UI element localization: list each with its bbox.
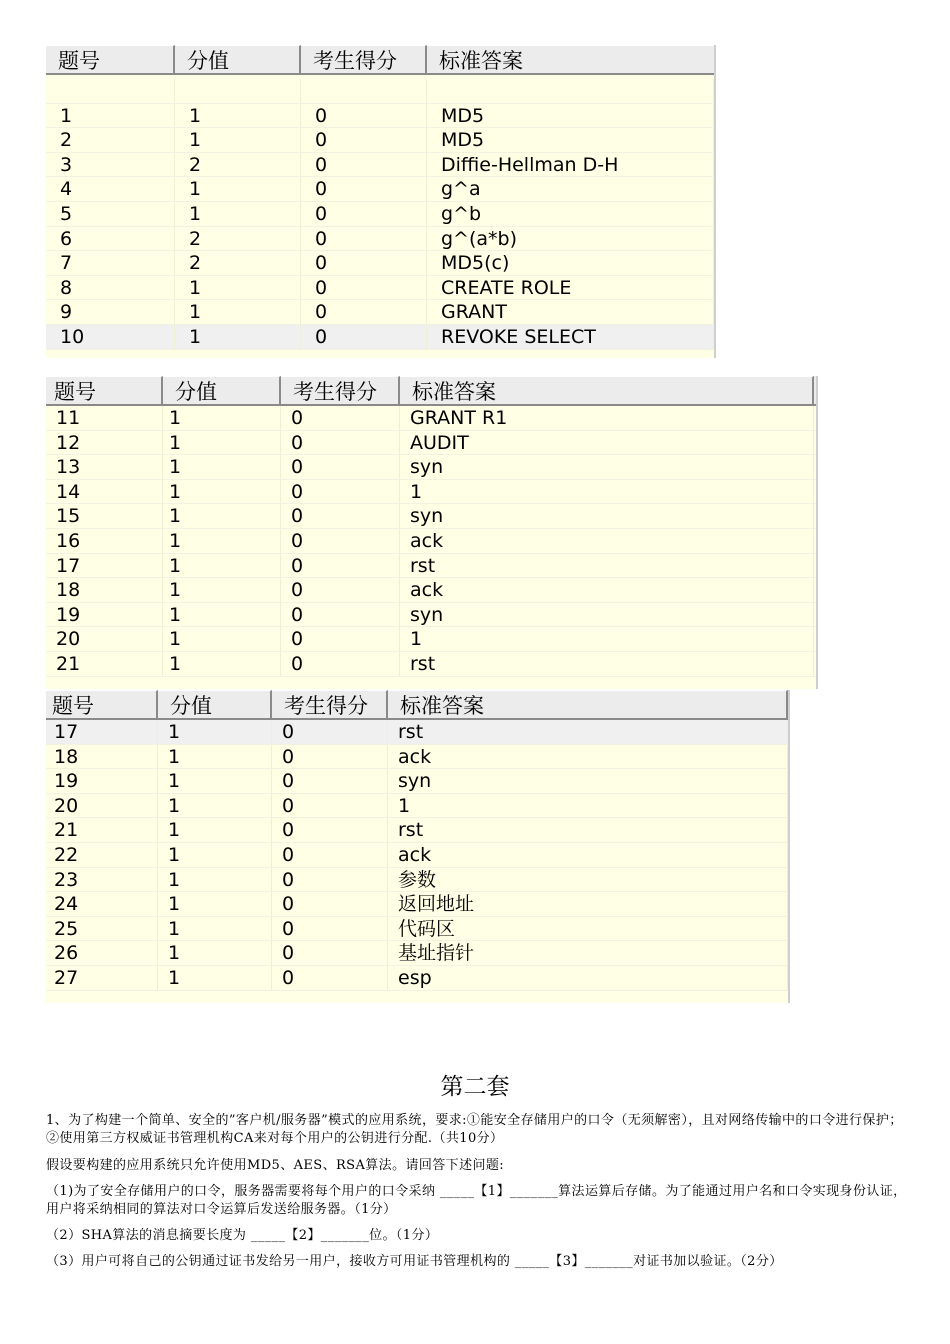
table-header bbox=[46, 376, 816, 406]
header-answer[interactable]: 标准答案 bbox=[427, 45, 714, 73]
table-row[interactable] bbox=[46, 627, 816, 652]
cell-question-no: 5 bbox=[46, 202, 175, 226]
cell-points: 2 bbox=[175, 153, 301, 177]
cell-score: 0 bbox=[281, 578, 400, 602]
cell-points: 1 bbox=[158, 818, 272, 842]
table-body bbox=[46, 75, 714, 350]
cell-score: 0 bbox=[281, 652, 400, 676]
cell-question-no: 18 bbox=[46, 578, 163, 602]
cell-points: 1 bbox=[175, 128, 301, 152]
cell-question-no: 11 bbox=[46, 406, 163, 430]
cell-question-no: 24 bbox=[46, 892, 158, 916]
table-row[interactable] bbox=[46, 554, 816, 579]
cell-answer: 1 bbox=[400, 627, 814, 651]
assumption-text: 假设要构建的应用系统只允许使用MD5、AES、RSA算法。请回答下述问题: bbox=[46, 1158, 505, 1173]
cell-points: 1 bbox=[163, 578, 281, 602]
header-points[interactable]: 分值 bbox=[163, 376, 281, 404]
cell-answer: rst bbox=[400, 652, 814, 676]
cell-score: 0 bbox=[272, 794, 388, 818]
table-row[interactable] bbox=[46, 153, 714, 178]
cell-answer: syn bbox=[388, 769, 788, 793]
cell-question-no: 20 bbox=[46, 627, 163, 651]
cell-answer: 基址指针 bbox=[388, 941, 788, 965]
cell-question-no bbox=[46, 79, 175, 103]
cell-answer: rst bbox=[388, 720, 788, 744]
table-row[interactable] bbox=[46, 504, 816, 529]
cell-points: 1 bbox=[163, 554, 281, 578]
cell-question-no: 7 bbox=[46, 251, 175, 275]
cell-answer: MD5 bbox=[427, 104, 714, 128]
cell-answer: 1 bbox=[388, 794, 788, 818]
cell-question-no: 8 bbox=[46, 276, 175, 300]
cell-points: 1 bbox=[158, 917, 272, 941]
sub-question-2: （2）SHA算法的消息摘要长度为 _____【2】_______位。（1分） bbox=[46, 1228, 439, 1243]
cell-score: 0 bbox=[272, 745, 388, 769]
table-row[interactable] bbox=[46, 818, 788, 843]
cell-question-no: 9 bbox=[46, 300, 175, 324]
cell-question-no: 15 bbox=[46, 504, 163, 528]
cell-score: 0 bbox=[281, 504, 400, 528]
table-row[interactable] bbox=[46, 720, 788, 745]
cell-question-no: 3 bbox=[46, 153, 175, 177]
cell-question-no: 17 bbox=[46, 720, 158, 744]
cell-answer: 代码区 bbox=[388, 917, 788, 941]
cell-answer: g^b bbox=[427, 202, 714, 226]
table-row[interactable] bbox=[46, 480, 816, 505]
cell-answer: ack bbox=[388, 745, 788, 769]
cell-points: 2 bbox=[175, 251, 301, 275]
header-question-no[interactable]: 题号 bbox=[46, 690, 158, 718]
cell-question-no: 18 bbox=[46, 745, 158, 769]
table-row[interactable] bbox=[46, 251, 714, 276]
cell-points: 1 bbox=[158, 720, 272, 744]
cell-score: 0 bbox=[272, 966, 388, 990]
cell-score: 0 bbox=[301, 300, 427, 324]
cell-score bbox=[301, 79, 427, 103]
cell-points: 1 bbox=[163, 455, 281, 479]
cell-points: 1 bbox=[175, 325, 301, 349]
cell-score: 0 bbox=[281, 406, 400, 430]
cell-score: 0 bbox=[272, 818, 388, 842]
table-row[interactable] bbox=[46, 745, 788, 770]
cell-points: 1 bbox=[158, 769, 272, 793]
table-row[interactable] bbox=[46, 843, 788, 868]
cell-score: 0 bbox=[301, 227, 427, 251]
table-row[interactable] bbox=[46, 941, 788, 966]
cell-score: 0 bbox=[272, 941, 388, 965]
cell-answer: 参数 bbox=[388, 868, 788, 892]
cell-points: 1 bbox=[163, 431, 281, 455]
sub-question-1: （1)为了安全存储用户的口令，服务器需要将每个用户的口令采纳 _____【1】_______算法运算后存储。为了能通过用户名和口令实现身份认证，用户将采纳相同的算法对口令运算后发送给服务器。（1分） bbox=[46, 1184, 907, 1217]
cell-answer: ack bbox=[400, 578, 814, 602]
cell-answer: esp bbox=[388, 966, 788, 990]
table-row[interactable] bbox=[46, 79, 714, 104]
cell-question-no: 27 bbox=[46, 966, 158, 990]
header-question-no[interactable]: 题号 bbox=[46, 376, 163, 404]
cell-answer: ack bbox=[400, 529, 814, 553]
cell-question-no: 23 bbox=[46, 868, 158, 892]
cell-points: 1 bbox=[163, 480, 281, 504]
header-answer[interactable]: 标准答案 bbox=[400, 376, 814, 404]
sub-question-3: （3）用户可将自己的公钥通过证书发给另一用户，接收方可用证书管理机构的 _____【3】_______对证书加以验证。（2分） bbox=[46, 1254, 783, 1269]
table-row[interactable] bbox=[46, 455, 816, 480]
header-score[interactable]: 考生得分 bbox=[272, 690, 388, 718]
cell-answer: syn bbox=[400, 504, 814, 528]
cell-question-no: 26 bbox=[46, 941, 158, 965]
header-answer[interactable]: 标准答案 bbox=[388, 690, 788, 718]
cell-score: 0 bbox=[272, 720, 388, 744]
cell-question-no: 12 bbox=[46, 431, 163, 455]
cell-points: 1 bbox=[163, 652, 281, 676]
cell-points: 1 bbox=[175, 202, 301, 226]
table-row[interactable] bbox=[46, 300, 714, 325]
table-row[interactable] bbox=[46, 868, 788, 893]
cell-score: 0 bbox=[272, 769, 388, 793]
cell-points: 1 bbox=[175, 104, 301, 128]
cell-points: 1 bbox=[158, 745, 272, 769]
cell-question-no: 21 bbox=[46, 818, 158, 842]
cell-points: 2 bbox=[175, 227, 301, 251]
cell-score: 0 bbox=[301, 202, 427, 226]
cell-question-no: 4 bbox=[46, 177, 175, 201]
cell-answer: rst bbox=[400, 554, 814, 578]
cell-answer: GRANT bbox=[427, 300, 714, 324]
cell-points: 1 bbox=[163, 603, 281, 627]
question-1-text: 1、为了构建一个简单、安全的”客户机/服务器”模式的应用系统，要求:①能安全存储用户的口令（无须解密），且对网络传输中的口令进行保护；②使用第三方权威证书管理机构CA来对每个用户的公钥进行分配.（共10分） bbox=[46, 1113, 903, 1146]
cell-score: 0 bbox=[272, 892, 388, 916]
cell-question-no: 10 bbox=[46, 325, 175, 349]
table-row[interactable] bbox=[46, 177, 714, 202]
cell-answer: MD5(c) bbox=[427, 251, 714, 275]
table-row[interactable] bbox=[46, 276, 714, 301]
table-row[interactable] bbox=[46, 966, 788, 991]
cell-question-no: 20 bbox=[46, 794, 158, 818]
cell-question-no: 2 bbox=[46, 128, 175, 152]
cell-question-no: 1 bbox=[46, 104, 175, 128]
cell-answer: rst bbox=[388, 818, 788, 842]
cell-answer: AUDIT bbox=[400, 431, 814, 455]
table-row[interactable] bbox=[46, 406, 816, 431]
cell-points: 1 bbox=[158, 843, 272, 867]
table-row[interactable] bbox=[46, 104, 714, 129]
table-row[interactable] bbox=[46, 325, 714, 350]
cell-answer: MD5 bbox=[427, 128, 714, 152]
table-body bbox=[46, 720, 788, 991]
cell-points: 1 bbox=[175, 177, 301, 201]
cell-question-no: 21 bbox=[46, 652, 163, 676]
cell-answer: 1 bbox=[400, 480, 814, 504]
cell-points: 1 bbox=[175, 276, 301, 300]
table-row[interactable] bbox=[46, 652, 816, 677]
table-row[interactable] bbox=[46, 578, 816, 603]
cell-answer bbox=[427, 79, 714, 103]
cell-question-no: 16 bbox=[46, 529, 163, 553]
cell-score: 0 bbox=[301, 153, 427, 177]
cell-answer: 返回地址 bbox=[388, 892, 788, 916]
cell-score: 0 bbox=[301, 276, 427, 300]
cell-answer: CREATE ROLE bbox=[427, 276, 714, 300]
header-score[interactable]: 考生得分 bbox=[281, 376, 400, 404]
cell-points: 1 bbox=[158, 941, 272, 965]
cell-question-no: 19 bbox=[46, 603, 163, 627]
table-row[interactable] bbox=[46, 892, 788, 917]
table-row[interactable] bbox=[46, 769, 788, 794]
cell-question-no: 22 bbox=[46, 843, 158, 867]
header-score[interactable]: 考生得分 bbox=[301, 45, 427, 73]
cell-score: 0 bbox=[301, 325, 427, 349]
cell-score: 0 bbox=[272, 868, 388, 892]
cell-answer: g^a bbox=[427, 177, 714, 201]
cell-points: 1 bbox=[158, 892, 272, 916]
cell-score: 0 bbox=[281, 529, 400, 553]
table-row[interactable] bbox=[46, 917, 788, 942]
table-row[interactable] bbox=[46, 431, 816, 456]
table-body bbox=[46, 406, 816, 677]
table-row[interactable] bbox=[46, 227, 714, 252]
cell-score: 0 bbox=[281, 603, 400, 627]
header-points[interactable]: 分值 bbox=[158, 690, 272, 718]
cell-question-no: 19 bbox=[46, 769, 158, 793]
table-header bbox=[46, 690, 788, 720]
header-points[interactable]: 分值 bbox=[175, 45, 301, 73]
cell-score: 0 bbox=[281, 554, 400, 578]
answer-table-1 bbox=[46, 45, 716, 358]
table-row[interactable] bbox=[46, 128, 714, 153]
cell-question-no: 6 bbox=[46, 227, 175, 251]
cell-score: 0 bbox=[281, 455, 400, 479]
section-title: 第二套 bbox=[440, 1074, 510, 1100]
cell-points: 1 bbox=[163, 627, 281, 651]
cell-points: 1 bbox=[163, 504, 281, 528]
table-header bbox=[46, 45, 714, 75]
cell-points: 1 bbox=[163, 529, 281, 553]
cell-answer: ack bbox=[388, 843, 788, 867]
cell-points: 1 bbox=[163, 406, 281, 430]
cell-points: 1 bbox=[158, 868, 272, 892]
answer-table-3 bbox=[46, 690, 790, 1003]
cell-answer: Diffie-Hellman D-H bbox=[427, 153, 714, 177]
cell-score: 0 bbox=[281, 431, 400, 455]
cell-question-no: 25 bbox=[46, 917, 158, 941]
table-row[interactable] bbox=[46, 794, 788, 819]
cell-points bbox=[175, 79, 301, 103]
cell-score: 0 bbox=[281, 627, 400, 651]
cell-score: 0 bbox=[301, 104, 427, 128]
cell-answer: g^(a*b) bbox=[427, 227, 714, 251]
table-row[interactable] bbox=[46, 529, 816, 554]
cell-answer: GRANT R1 bbox=[400, 406, 814, 430]
cell-score: 0 bbox=[272, 843, 388, 867]
cell-answer: syn bbox=[400, 455, 814, 479]
header-question-no[interactable]: 题号 bbox=[46, 45, 175, 73]
cell-score: 0 bbox=[301, 128, 427, 152]
cell-question-no: 14 bbox=[46, 480, 163, 504]
cell-score: 0 bbox=[301, 251, 427, 275]
cell-points: 1 bbox=[158, 966, 272, 990]
cell-question-no: 17 bbox=[46, 554, 163, 578]
table-row[interactable] bbox=[46, 202, 714, 227]
answer-table-2 bbox=[46, 376, 818, 689]
cell-score: 0 bbox=[272, 917, 388, 941]
cell-score: 0 bbox=[301, 177, 427, 201]
table-row[interactable] bbox=[46, 603, 816, 628]
cell-points: 1 bbox=[175, 300, 301, 324]
cell-answer: syn bbox=[400, 603, 814, 627]
cell-score: 0 bbox=[281, 480, 400, 504]
cell-answer: REVOKE SELECT bbox=[427, 325, 714, 349]
cell-question-no: 13 bbox=[46, 455, 163, 479]
cell-points: 1 bbox=[158, 794, 272, 818]
